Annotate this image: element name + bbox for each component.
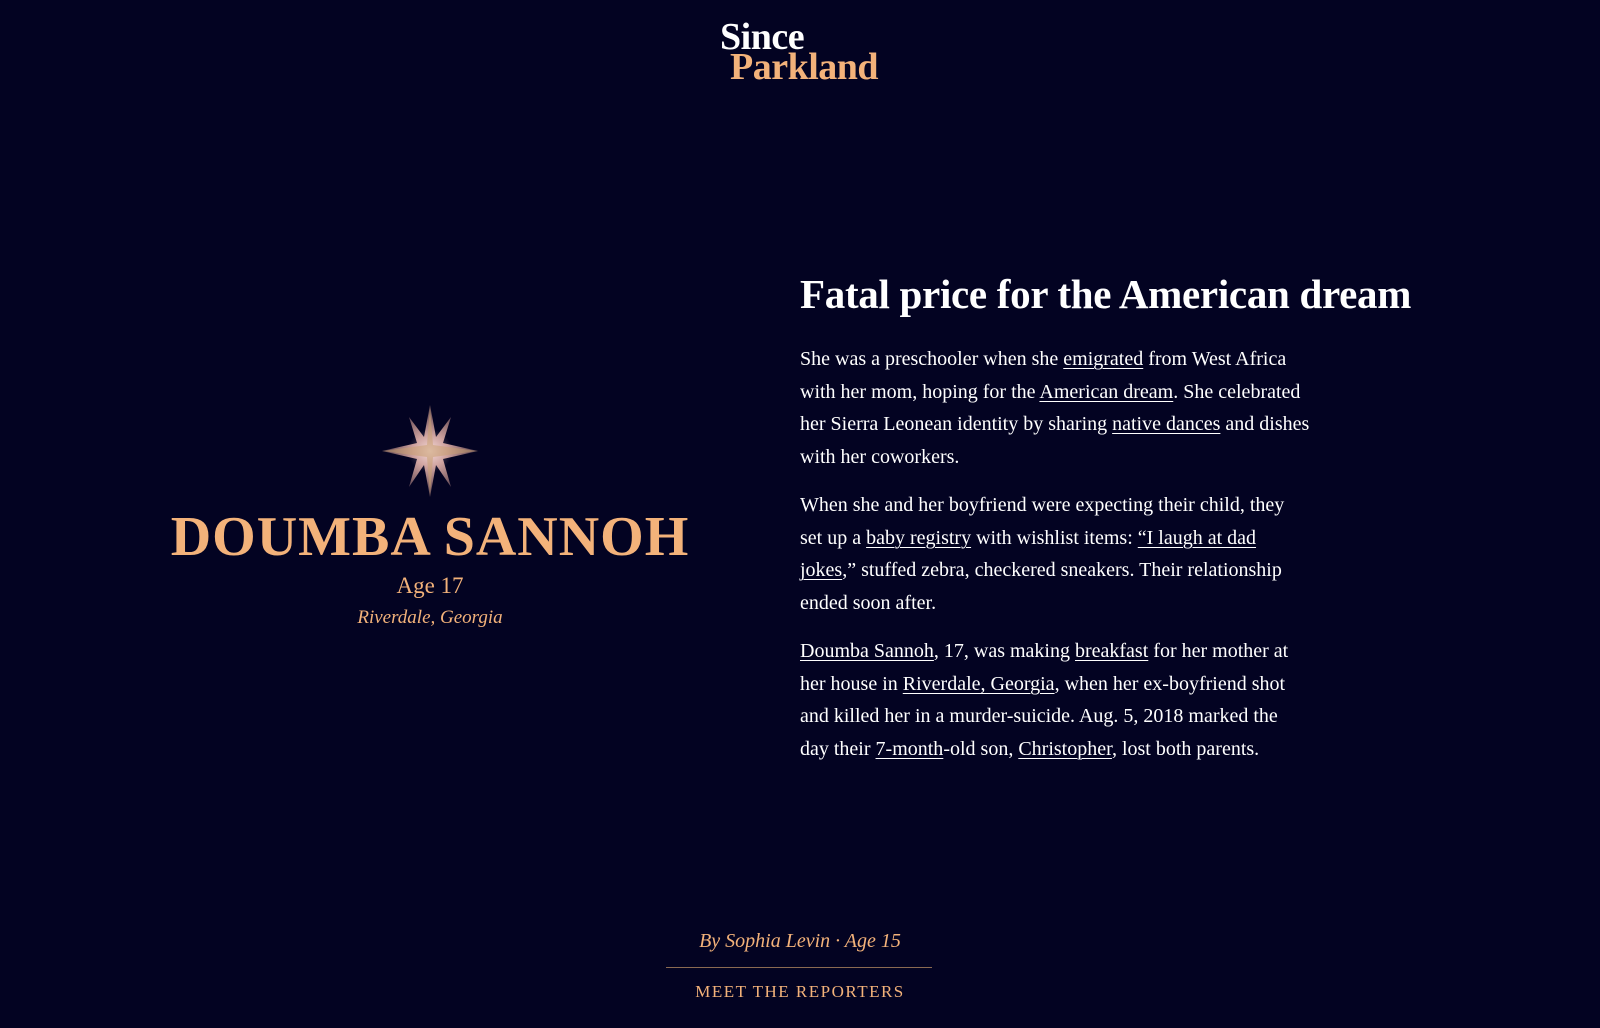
link-native-dances[interactable]: native dances — [1112, 413, 1221, 436]
link-emigrated[interactable]: emigrated — [1063, 348, 1144, 371]
logo-line-parkland: Parkland — [730, 46, 879, 88]
meet-the-reporters-link[interactable]: MEET THE REPORTERS — [695, 982, 905, 1001]
text-segment: with wishlist items: — [971, 526, 1138, 549]
text-segment: , 17, was making — [933, 640, 1075, 663]
page-footer — [0, 930, 1600, 1002]
link-7-month[interactable]: 7-month — [875, 737, 944, 760]
link-riverdale-georgia[interactable]: Riverdale, Georgia — [902, 672, 1055, 695]
victim-card — [130, 405, 730, 629]
site-logo[interactable] — [720, 18, 878, 86]
link-christopher[interactable]: Christopher — [1018, 737, 1112, 760]
star-icon — [380, 405, 480, 497]
story-paragraph-3 — [800, 635, 1310, 765]
text-segment: for her mother at her house in — [800, 640, 1289, 695]
link-american-dream[interactable]: American dream — [1039, 380, 1174, 403]
link-breakfast[interactable]: breakfast — [1074, 640, 1149, 663]
text-segment: , when her ex-boyfriend shot and killed her in a murder-suicide. Aug. 5, 2018 marked the day their — [800, 672, 1286, 760]
text-segment: . She celebrated her Sierra Leonean identity by sharing — [800, 380, 1301, 436]
link-dad-jokes[interactable]: “I laugh at dad jokes — [800, 526, 1257, 582]
victim-age: Age 17 — [396, 573, 464, 598]
story-column — [800, 272, 1520, 781]
story-paragraph-2 — [800, 489, 1310, 619]
logo-line-since: Since — [720, 16, 805, 58]
text-segment: -old son, — [943, 737, 1019, 760]
text-segment: , lost both parents. — [1111, 737, 1260, 760]
victim-name: DOUMBA SANNOH — [170, 506, 690, 568]
text-segment: and dishes with her coworkers. — [800, 413, 1310, 468]
victim-location: Riverdale, Georgia — [357, 607, 503, 628]
story-paragraph-1 — [800, 343, 1310, 473]
text-segment: from West Africa with her mom, hoping for the — [800, 348, 1287, 403]
text-segment: She was a preschooler when she — [800, 348, 1064, 371]
text-segment: When she and her boyfriend were expecting their child, they set up a — [800, 494, 1285, 549]
link-baby-registry[interactable]: baby registry — [866, 526, 972, 549]
link-doumba-sannoh[interactable]: Doumba Sannoh — [800, 640, 934, 663]
reporter-byline: By Sophia Levin · Age 15 — [699, 930, 901, 952]
text-segment: ,” stuffed zebra, checkered sneakers. Their relationship ended soon after. — [800, 559, 1282, 614]
footer-divider — [666, 967, 932, 968]
story-headline: Fatal price for the American dream — [800, 271, 1412, 317]
